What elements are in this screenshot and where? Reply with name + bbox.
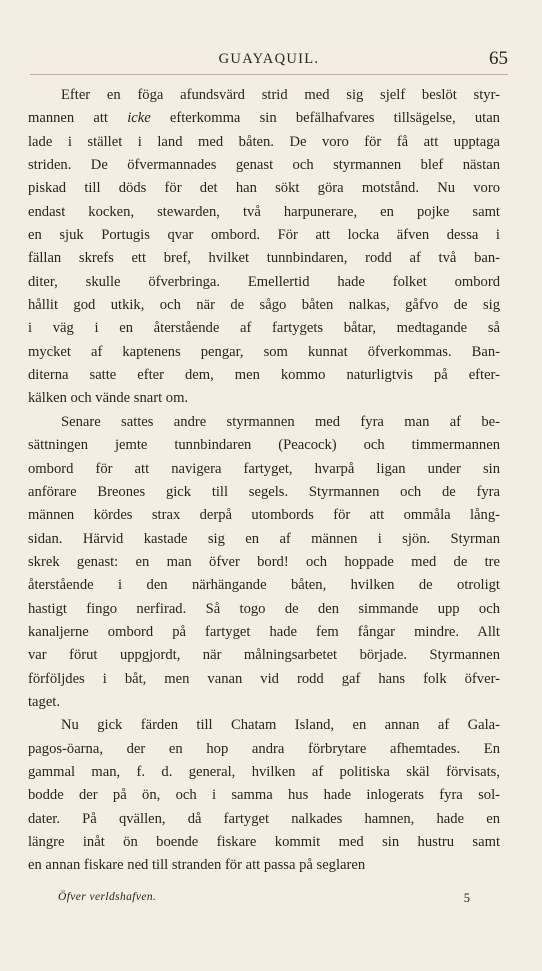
text-line bbox=[28, 434, 500, 457]
text-line bbox=[28, 411, 500, 434]
text-line bbox=[28, 107, 500, 130]
text-line bbox=[28, 691, 500, 714]
text-segment: gammal man, f. d. general, hvilken af politiska skäl förvisats, bbox=[28, 763, 500, 780]
text-segment: i väg i en återstående af fartygets båtar, medtagande så bbox=[28, 320, 500, 337]
running-head bbox=[30, 48, 508, 72]
text-line bbox=[28, 294, 500, 317]
text-segment: förföljdes i båt, men vanan vid rodd gaf hans folk öfver- bbox=[28, 670, 500, 687]
text-line bbox=[28, 668, 500, 691]
text-segment: striden. De öfvermannades genast och styrmannen blef nästan bbox=[28, 157, 500, 174]
text-segment: kanaljerne ombord på fartyget hade fem fångar mindre. Allt bbox=[28, 623, 500, 640]
text-line bbox=[28, 714, 500, 737]
text-segment: endast kocken, stewarden, två harpunerare, en pojke samt bbox=[28, 203, 500, 220]
text-line bbox=[28, 784, 500, 807]
text-segment: sidan. Härvid kastade sig en af männen i sjön. Styrman bbox=[28, 530, 500, 547]
text-line bbox=[28, 364, 500, 387]
text-segment: piskad till döds för det han sökt göra motstånd. Nu voro bbox=[28, 180, 500, 197]
signature-title: Öfver verldshafven. bbox=[58, 891, 157, 903]
text-line bbox=[28, 201, 500, 224]
text-line bbox=[28, 317, 500, 340]
text-segment: Nu gick färden till Chatam Island, en annan af Gala- bbox=[61, 717, 500, 734]
text-line bbox=[28, 247, 500, 270]
text-segment: männen kördes strax derpå utombords för att ommåla lång- bbox=[28, 507, 500, 524]
text-segment: hållit god utkik, och när de sågo båten nalkas, gåfvo de sig bbox=[28, 297, 500, 314]
text-line bbox=[28, 481, 500, 504]
text-line bbox=[28, 224, 500, 247]
text-line bbox=[28, 84, 500, 107]
text-segment: efterkomma sin befälhafvares tillsägelse, utan bbox=[150, 110, 500, 127]
body-text bbox=[28, 84, 500, 878]
running-title: GUAYAQUIL. bbox=[218, 51, 320, 67]
text-line bbox=[28, 621, 500, 644]
text-segment: taget. bbox=[28, 693, 61, 710]
text-segment: pagos-öarna, der en hop andra förbrytare afhemtades. En bbox=[28, 740, 500, 757]
text-line bbox=[28, 831, 500, 854]
header-rule bbox=[30, 74, 508, 75]
text-line bbox=[28, 341, 500, 364]
text-line bbox=[28, 761, 500, 784]
text-segment: bodde der på ön, och i samma hus hade inlogerats fyra sol- bbox=[28, 787, 500, 804]
text-segment: mannen att bbox=[28, 110, 128, 127]
text-line bbox=[28, 271, 500, 294]
text-segment: Senare sattes andre styrmannen med fyra man af be- bbox=[61, 413, 500, 430]
text-segment: diterna satte efter dem, men kommo naturligtvis på efter- bbox=[28, 367, 500, 384]
signature-mark: 5 bbox=[463, 891, 470, 905]
text-segment: skrek genast: en man öfver bord! och hoppade med de tre bbox=[28, 553, 500, 570]
text-line bbox=[28, 574, 500, 597]
text-segment: ombord för att navigera fartyget, hvarpå ligan under sin bbox=[28, 460, 500, 477]
text-line bbox=[28, 808, 500, 831]
text-line bbox=[28, 177, 500, 200]
text-segment: återstående i den närhängande båten, hvilken de otroligt bbox=[28, 577, 500, 594]
text-line bbox=[28, 738, 500, 761]
text-segment: kälken och vände snart om. bbox=[28, 390, 189, 407]
text-segment: Efter en föga afundsvärd strid med sig sjelf beslöt styr- bbox=[61, 87, 500, 103]
text-line bbox=[28, 854, 500, 877]
emphasized-word: icke bbox=[127, 110, 151, 127]
text-segment: längre inåt ön boende fiskare kommit med sin hustru samt bbox=[28, 834, 500, 850]
page-footer bbox=[58, 891, 470, 909]
text-segment: diter, skulle öfverbringa. Emellertid hade folket ombord bbox=[28, 273, 500, 290]
text-line bbox=[28, 154, 500, 177]
text-line bbox=[28, 131, 500, 154]
text-line bbox=[28, 458, 500, 481]
text-segment: sättningen jemte tunnbindaren (Peacock) och timmermannen bbox=[28, 437, 500, 454]
text-line bbox=[28, 504, 500, 527]
text-segment: hastigt fingo nerfirad. Så togo de den simmande upp och bbox=[28, 600, 500, 617]
page-number: 65 bbox=[489, 48, 508, 69]
text-segment: anförare Breones gick till segels. Styrmannen och de fyra bbox=[28, 483, 500, 500]
text-segment: mycket af kaptenens pengar, som kunnat öfverkommas. Ban- bbox=[28, 343, 500, 360]
text-line bbox=[28, 598, 500, 621]
text-line bbox=[28, 551, 500, 574]
text-line bbox=[28, 644, 500, 667]
text-segment: var förut uppgjordt, när målningsarbetet började. Styrmannen bbox=[28, 647, 500, 664]
text-segment: fällan skrefs ett bref, hvilket tunnbindaren, rodd af två ban- bbox=[28, 250, 500, 267]
text-segment: en annan fiskare ned till stranden för att passa på seglaren bbox=[28, 857, 366, 874]
text-line bbox=[28, 387, 500, 410]
text-segment: lade i stället i land med båten. De voro för få att upptaga bbox=[28, 133, 500, 150]
text-line bbox=[28, 528, 500, 551]
text-segment: en sjuk Portugis qvar ombord. För att locka äfven dessa i bbox=[28, 227, 500, 244]
text-segment: dater. På qvällen, då fartyget nalkades hamnen, hade en bbox=[28, 810, 500, 827]
